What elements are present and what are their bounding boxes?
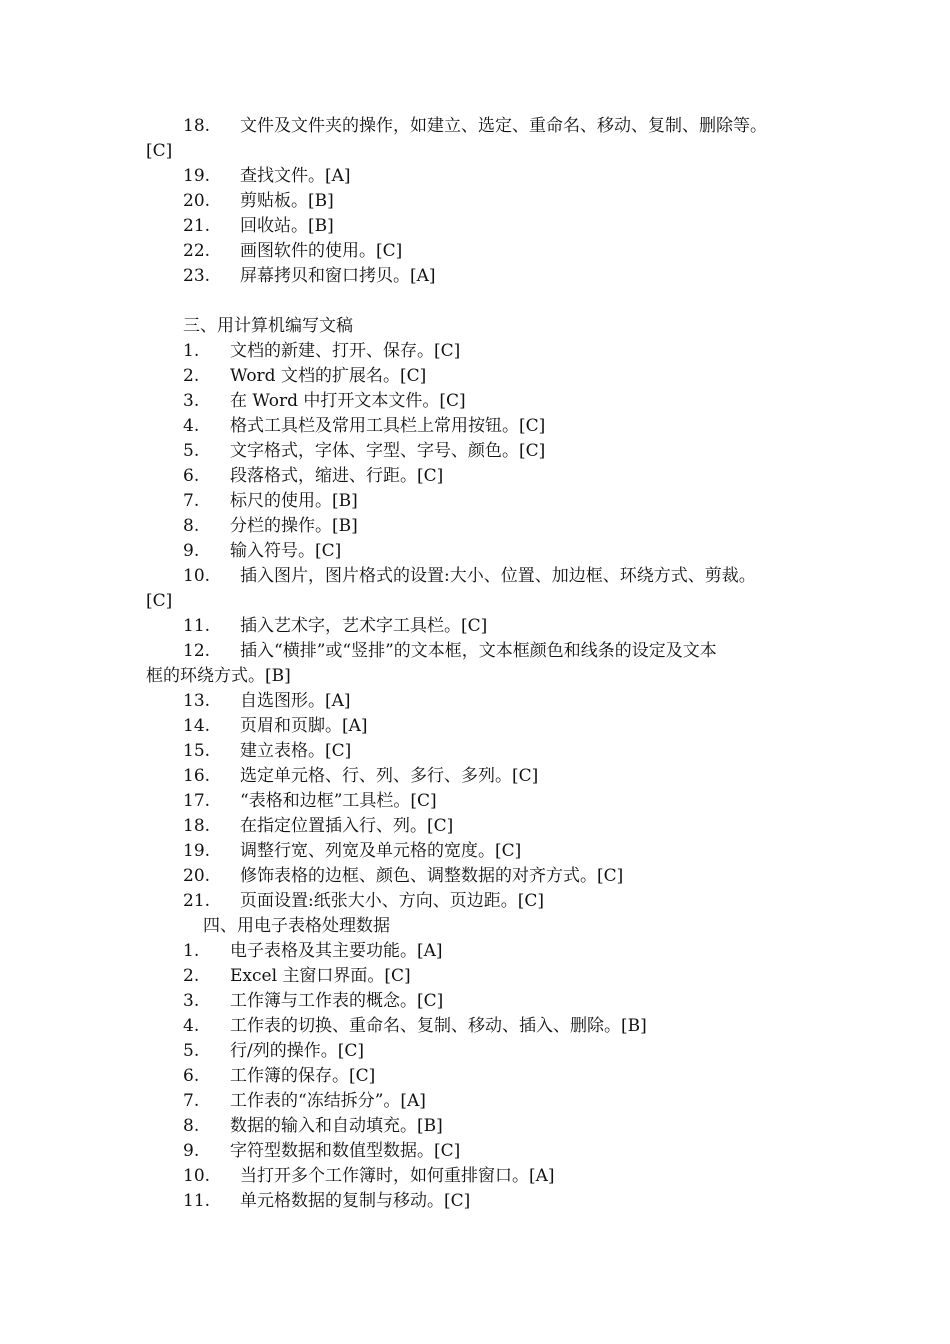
item-number: 4.: [183, 416, 200, 436]
list-item: [183, 939, 443, 963]
list-item: [183, 514, 358, 538]
list-item: [183, 564, 756, 588]
item-text: 页面设置:纸张大小、方向、页边距。[C]: [240, 891, 544, 911]
list-item: [183, 889, 544, 913]
section-heading: 四、用电子表格处理数据: [203, 916, 390, 936]
item-text: 自选图形。[A]: [240, 691, 351, 711]
item-text: 选定单元格、行、列、多行、多列。[C]: [240, 766, 539, 786]
item-text: 工作簿与工作表的概念。[C]: [230, 991, 444, 1011]
item-text: 标尺的使用。[B]: [230, 491, 358, 511]
section-heading: 三、用计算机编写文稿: [183, 316, 353, 336]
item-text: 段落格式，缩进、行距。[C]: [230, 466, 444, 486]
item-text: 在 Word 中打开文本文件。[C]: [230, 391, 466, 411]
item-number: 8.: [183, 516, 200, 536]
item-number: 7.: [183, 1091, 200, 1111]
item-number: 18.: [183, 116, 211, 136]
item-number: 10.: [183, 566, 211, 586]
item-text: 插入“横排”或“竖排”的文本框，文本框颜色和线条的设定及文本: [240, 641, 717, 661]
item-number: 6.: [183, 1066, 200, 1086]
item-text: 画图软件的使用。[C]: [240, 241, 403, 261]
list-item: [183, 764, 538, 788]
item-number: 21.: [183, 891, 211, 911]
item-number: 8.: [183, 1116, 200, 1136]
list-item: [183, 1089, 426, 1113]
item-text: 插入艺术字，艺术字工具栏。[C]: [240, 616, 488, 636]
list-item: [183, 864, 623, 888]
item-number: 11.: [183, 616, 211, 636]
list-item: [183, 964, 411, 988]
item-text: 插入图片，图片格式的设置:大小、位置、加边框、环绕方式、剪裁。: [240, 566, 756, 586]
item-number: 2.: [183, 966, 200, 986]
item-text: 修饰表格的边框、颜色、调整数据的对齐方式。[C]: [240, 866, 624, 886]
list-item-continuation: [C]: [146, 141, 173, 161]
item-text: 文件及文件夹的操作，如建立、选定、重命名、移动、复制、删除等。: [240, 116, 767, 136]
item-text: 电子表格及其主要功能。[A]: [230, 941, 443, 961]
item-number: 19.: [183, 166, 211, 186]
item-number: 6.: [183, 466, 200, 486]
list-item: [183, 1014, 647, 1038]
item-text: 建立表格。[C]: [240, 741, 352, 761]
item-number: 11.: [183, 1191, 211, 1211]
item-text: 单元格数据的复制与移动。[C]: [240, 1191, 471, 1211]
item-text: 在指定位置插入行、列。[C]: [240, 816, 454, 836]
item-number: 17.: [183, 791, 211, 811]
item-text: Excel 主窗口界面。[C]: [230, 966, 411, 986]
list-item-continuation: [C]: [146, 591, 173, 611]
item-text: 输入符号。[C]: [230, 541, 342, 561]
item-number: 15.: [183, 741, 211, 761]
list-item: [183, 539, 341, 563]
item-number: 5.: [183, 1041, 200, 1061]
item-text: 调整行宽、列宽及单元格的宽度。[C]: [240, 841, 522, 861]
list-item: [183, 389, 466, 413]
item-number: 20.: [183, 866, 211, 886]
item-text: 行/列的操作。[C]: [230, 1041, 364, 1061]
list-item: [183, 739, 351, 763]
item-text: 字符型数据和数值型数据。[C]: [230, 1141, 461, 1161]
item-text: 剪贴板。[B]: [240, 191, 334, 211]
item-number: 5.: [183, 441, 200, 461]
list-item: [183, 164, 351, 188]
item-text: 屏幕拷贝和窗口拷贝。[A]: [240, 266, 436, 286]
list-item: [183, 614, 487, 638]
item-number: 10.: [183, 1166, 211, 1186]
item-number: 4.: [183, 1016, 200, 1036]
item-number: 14.: [183, 716, 211, 736]
list-item: [183, 839, 521, 863]
item-text: 分栏的操作。[B]: [230, 516, 358, 536]
list-item: [183, 1189, 470, 1213]
list-item-continuation: 框的环绕方式。[B]: [146, 666, 291, 686]
item-number: 3.: [183, 991, 200, 1011]
list-item: [183, 214, 334, 238]
list-item: [183, 464, 443, 488]
item-text: 页眉和页脚。[A]: [240, 716, 368, 736]
item-text: 查找文件。[A]: [240, 166, 351, 186]
item-text: “表格和边框”工具栏。[C]: [240, 791, 437, 811]
list-item: [183, 339, 460, 363]
item-number: 1.: [183, 941, 200, 961]
item-text: 当打开多个工作簿时，如何重排窗口。[A]: [240, 1166, 555, 1186]
list-item: [183, 239, 402, 263]
list-item: [183, 489, 358, 513]
list-item: [183, 364, 426, 388]
list-item: [183, 1039, 364, 1063]
item-text: 格式工具栏及常用工具栏上常用按钮。[C]: [230, 416, 546, 436]
item-number: 16.: [183, 766, 211, 786]
list-item: [183, 1114, 443, 1138]
item-text: 工作簿的保存。[C]: [230, 1066, 376, 1086]
list-item: [183, 714, 368, 738]
list-item: [183, 639, 717, 663]
item-text: 回收站。[B]: [240, 216, 334, 236]
item-number: 23.: [183, 266, 211, 286]
item-number: 13.: [183, 691, 211, 711]
list-item: [183, 789, 437, 813]
item-number: 18.: [183, 816, 211, 836]
item-number: 1.: [183, 341, 200, 361]
item-number: 21.: [183, 216, 211, 236]
item-number: 19.: [183, 841, 211, 861]
item-number: 2.: [183, 366, 200, 386]
item-number: 22.: [183, 241, 211, 261]
item-text: Word 文档的扩展名。[C]: [230, 366, 427, 386]
list-item: [183, 264, 436, 288]
item-text: 工作表的切换、重命名、复制、移动、插入、删除。[B]: [230, 1016, 647, 1036]
item-number: 12.: [183, 641, 211, 661]
item-number: 3.: [183, 391, 200, 411]
list-item: [183, 689, 351, 713]
list-item: [183, 439, 545, 463]
list-item: [183, 1064, 375, 1088]
list-item: [183, 989, 443, 1013]
list-item: [183, 814, 453, 838]
list-item: [183, 1164, 555, 1188]
item-number: 9.: [183, 541, 200, 561]
list-item: [183, 114, 767, 138]
item-text: 工作表的“冻结拆分”。[A]: [230, 1091, 426, 1111]
list-item: [183, 1139, 460, 1163]
item-text: 文字格式，字体、字型、字号、颜色。[C]: [230, 441, 546, 461]
item-number: 20.: [183, 191, 211, 211]
list-item: [183, 189, 334, 213]
list-item: [183, 414, 545, 438]
item-number: 9.: [183, 1141, 200, 1161]
item-text: 文档的新建、打开、保存。[C]: [230, 341, 461, 361]
item-number: 7.: [183, 491, 200, 511]
item-text: 数据的输入和自动填充。[B]: [230, 1116, 443, 1136]
